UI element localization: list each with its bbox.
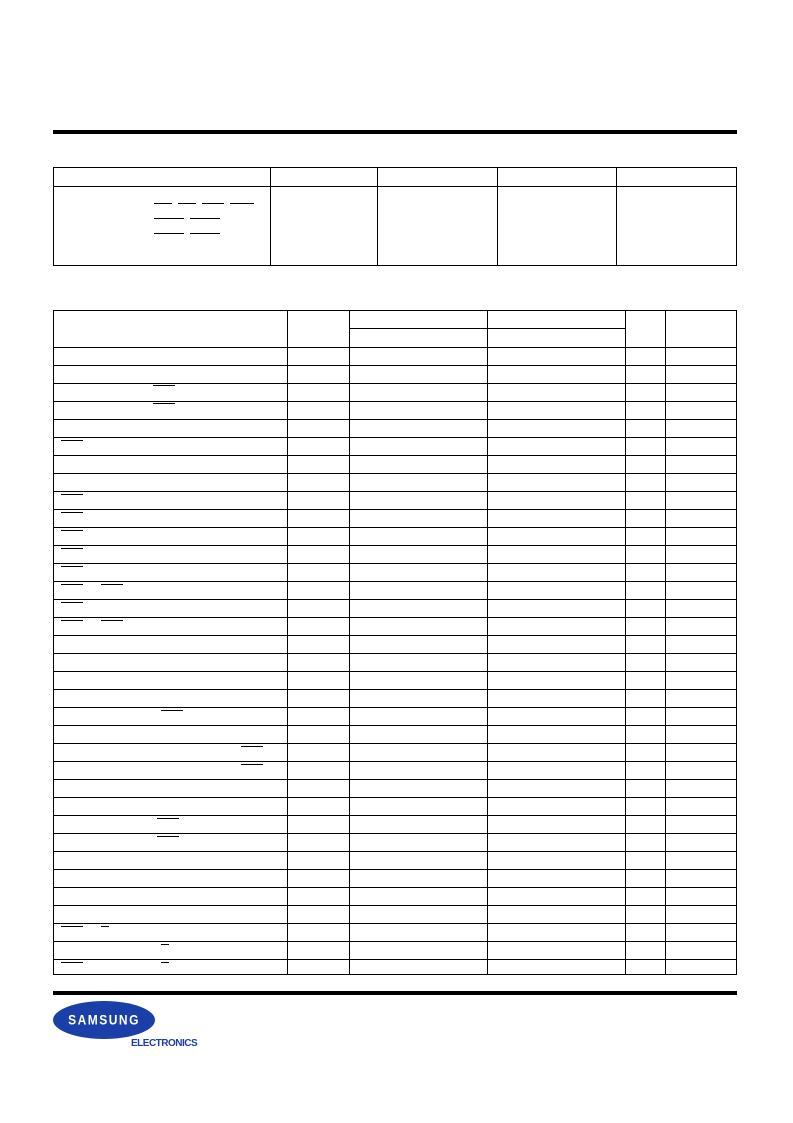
table-row-divider <box>54 437 737 438</box>
table-row-divider <box>54 797 737 798</box>
signal-overbar <box>101 620 123 621</box>
capacitance-table <box>53 167 737 266</box>
table-row-divider <box>54 419 737 420</box>
table-row-divider <box>54 869 737 870</box>
signal-overbar <box>101 584 123 585</box>
table-row-divider <box>54 347 737 348</box>
signal-overbar <box>61 566 83 567</box>
table-row-divider <box>54 653 737 654</box>
signal-overbar <box>230 203 254 204</box>
signal-overbar <box>157 818 179 819</box>
table-row-divider <box>54 689 737 690</box>
samsung-logo <box>53 1001 203 1051</box>
logo-subtitle: ELECTRONICS <box>131 1038 198 1049</box>
signal-overbar <box>202 203 224 204</box>
table-row-divider <box>54 959 737 960</box>
signal-overbar <box>61 440 83 441</box>
signal-overbar <box>61 620 83 621</box>
table-row-divider <box>54 905 737 906</box>
signal-overbar <box>190 218 220 219</box>
table-column-divider <box>377 168 378 265</box>
table-row-divider <box>54 743 737 744</box>
signal-overbar <box>154 233 184 234</box>
table-column-divider <box>616 168 617 265</box>
signal-overbar <box>61 494 83 495</box>
table-row-divider <box>54 671 737 672</box>
signal-overbar <box>61 530 83 531</box>
table-row-divider <box>54 941 737 942</box>
table-row-divider <box>54 851 737 852</box>
table-row-divider <box>54 887 737 888</box>
signal-overbar <box>241 764 263 765</box>
signal-overbar <box>153 403 175 404</box>
header-subdivider <box>349 328 626 329</box>
table-row-divider <box>54 473 737 474</box>
table-row-divider <box>54 383 737 384</box>
signal-overbar <box>61 962 83 963</box>
table-column-divider <box>270 168 271 265</box>
logo-wordmark: SAMSUNG <box>68 1011 140 1029</box>
table-row-divider <box>54 635 737 636</box>
signal-overbar <box>154 203 172 204</box>
ac-characteristics-table <box>53 310 737 975</box>
signal-overbar <box>161 962 169 963</box>
signal-overbar <box>190 233 220 234</box>
signal-overbar <box>241 746 263 747</box>
signal-overbar <box>153 385 175 386</box>
footer-rule <box>53 991 737 995</box>
header-rule <box>53 130 737 134</box>
capacitance-table-header-row <box>54 168 736 187</box>
signal-overbar <box>61 602 83 603</box>
samsung-logo-ellipse <box>53 1001 155 1039</box>
table-row-divider <box>54 779 737 780</box>
signal-overbar <box>178 203 196 204</box>
table-row-divider <box>54 527 737 528</box>
table-row-divider <box>54 707 737 708</box>
table-column-divider <box>625 311 626 975</box>
table-row-divider <box>54 545 737 546</box>
table-row-divider <box>54 833 737 834</box>
signal-overbar <box>101 926 109 927</box>
signal-overbar <box>61 926 83 927</box>
table-row-divider <box>54 365 737 366</box>
table-row-divider <box>54 401 737 402</box>
signal-overbar <box>61 584 83 585</box>
table-column-divider <box>287 311 288 975</box>
signal-overbar <box>161 944 169 945</box>
table-row-divider <box>54 815 737 816</box>
table-column-divider <box>349 311 350 975</box>
table-row-divider <box>54 599 737 600</box>
table-row-divider <box>54 725 737 726</box>
table-row-divider <box>54 509 737 510</box>
table-row-divider <box>54 581 737 582</box>
signal-overbar <box>154 218 184 219</box>
table-column-divider <box>487 311 488 975</box>
table-row-divider <box>54 761 737 762</box>
signal-overbar <box>161 710 183 711</box>
table-row-divider <box>54 491 737 492</box>
table-row-divider <box>54 563 737 564</box>
table-row-divider <box>54 617 737 618</box>
signal-overbar <box>61 512 83 513</box>
table-column-divider <box>665 311 666 975</box>
table-row-divider <box>54 923 737 924</box>
table-column-divider <box>497 168 498 265</box>
table-row-divider <box>54 455 737 456</box>
signal-overbar <box>157 836 179 837</box>
signal-overbar <box>61 548 83 549</box>
